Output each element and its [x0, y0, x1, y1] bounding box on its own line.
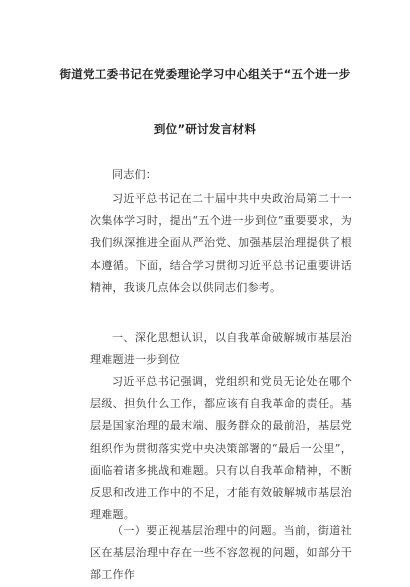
paragraph-subsection-1: （一）要正视基层治理中的问题。当前，街道社区在基层治理中存在一些不容忽视的问题，如部分干部工作作: [90, 524, 352, 582]
document-title-line-2: 到位”研讨发言材料: [153, 122, 257, 136]
section-heading-1: 一、深化思想认识，以自我革命破解城市基层治理难题进一步到位: [90, 331, 352, 367]
greeting: 同志们：: [112, 168, 157, 181]
paragraph-intro: 习近平总书记在二十届中共中央政治局第二十一次集体学习时，提出“五个进一步到位”重要要求，为我们纵深推进全面从严治党、加强基层治理提供了根本遵循。下面，结合学习贯彻习近平总书记重要讲话精神，我谈几点体会以供同志们参考。: [90, 192, 352, 294]
paragraph-section-1: 习近平总书记强调，党组织和党员无论处在哪个层级、担负什么工作，都应该有自我革命的责任。基层是国家治理的最末端、服务群众的最前沿，基层党组织作为贯彻落实党中央决策部署的“最后一公里”，面临着诸多挑战和难题。只有以自我革命精神，不断反思和改进工作中的不足，才能有效破解城市基层治理难题。: [90, 375, 352, 522]
document-title-line-1: 街道党工委书记在党委理论学习中心组关于“五个进一步: [59, 67, 351, 81]
